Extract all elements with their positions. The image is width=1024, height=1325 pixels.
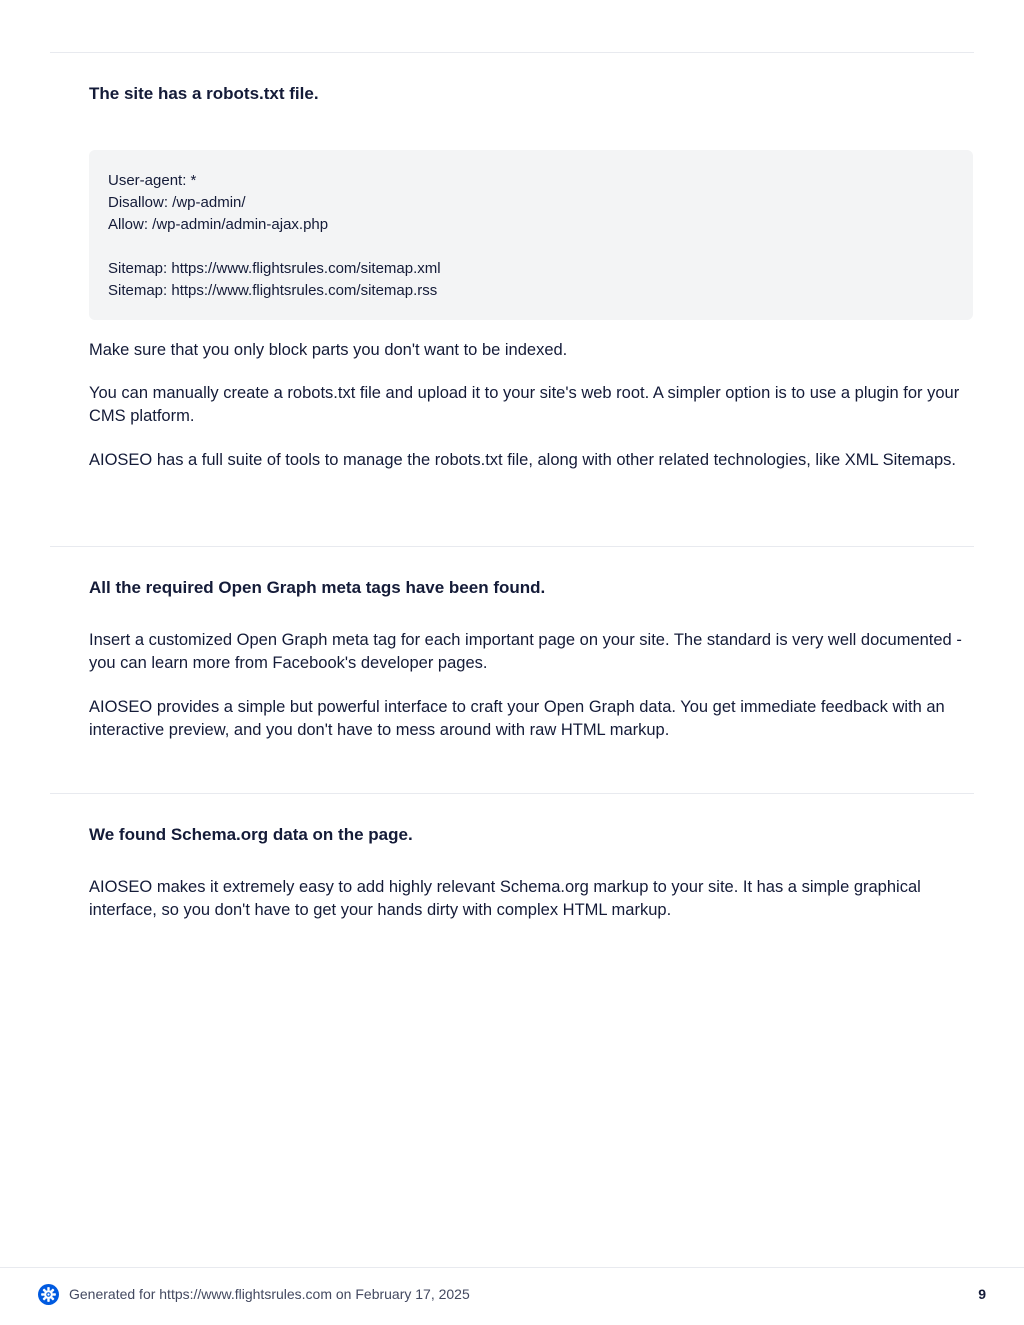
open-graph-notes: [89, 696, 974, 742]
open-graph-paragraph: AIOSEO provides a simple but powerful interface to craft your Open Graph data. You get immediate feedback with an interactive preview, and you don't have to mess around with raw HTML markup.: [89, 698, 945, 739]
aioseo-logo-icon: [38, 1284, 59, 1305]
section-divider: [50, 793, 974, 794]
schema-heading: We found Schema.org data on the page.: [89, 825, 413, 844]
schema-paragraph: AIOSEO makes it extremely easy to add highly relevant Schema.org markup to your site. It has a simple graphical interface, so you don't have to get your hands dirty with complex HTML markup.: [89, 878, 921, 919]
page-footer: [38, 1283, 986, 1305]
footer-generated-text: Generated for https://www.flightsrules.com on February 17, 2025: [69, 1286, 470, 1302]
open-graph-paragraph: Insert a customized Open Graph meta tag for each important page on your site. The standard is very well documented - you can learn more from Facebook's developer pages.: [89, 631, 962, 672]
code-line: Allow: /wp-admin/admin-ajax.php: [108, 216, 329, 233]
robots-paragraph: AIOSEO has a full suite of tools to manage the robots.txt file, along with other related technologies, like XML Sitemaps.: [89, 451, 957, 469]
robots-paragraph: You can manually create a robots.txt file and upload it to your site's web root. A simpler option is to use a plugin for your CMS platform.: [89, 384, 960, 425]
section-divider: [50, 52, 974, 53]
robots-notes: [89, 339, 974, 362]
open-graph-section: [89, 576, 974, 600]
robots-section: [89, 82, 974, 106]
code-line: [108, 236, 954, 258]
open-graph-notes: [89, 629, 974, 675]
code-line: Sitemap: https://www.flightsrules.com/sitemap.xml: [108, 260, 441, 277]
robots-code-block: [89, 150, 973, 320]
code-line: User-agent: *: [108, 172, 197, 189]
footer-divider: [0, 1267, 1024, 1268]
schema-section: [89, 823, 974, 847]
schema-notes: [89, 876, 974, 922]
page-number: 9: [978, 1286, 986, 1302]
code-line: Sitemap: https://www.flightsrules.com/sitemap.rss: [108, 282, 438, 299]
robots-notes: [89, 382, 974, 428]
section-divider: [50, 546, 974, 547]
robots-notes: [89, 449, 974, 472]
open-graph-heading: All the required Open Graph meta tags have been found.: [89, 578, 546, 597]
code-line: Disallow: /wp-admin/: [108, 194, 246, 211]
robots-paragraph: Make sure that you only block parts you don't want to be indexed.: [89, 341, 568, 359]
robots-heading: The site has a robots.txt file.: [89, 84, 319, 103]
